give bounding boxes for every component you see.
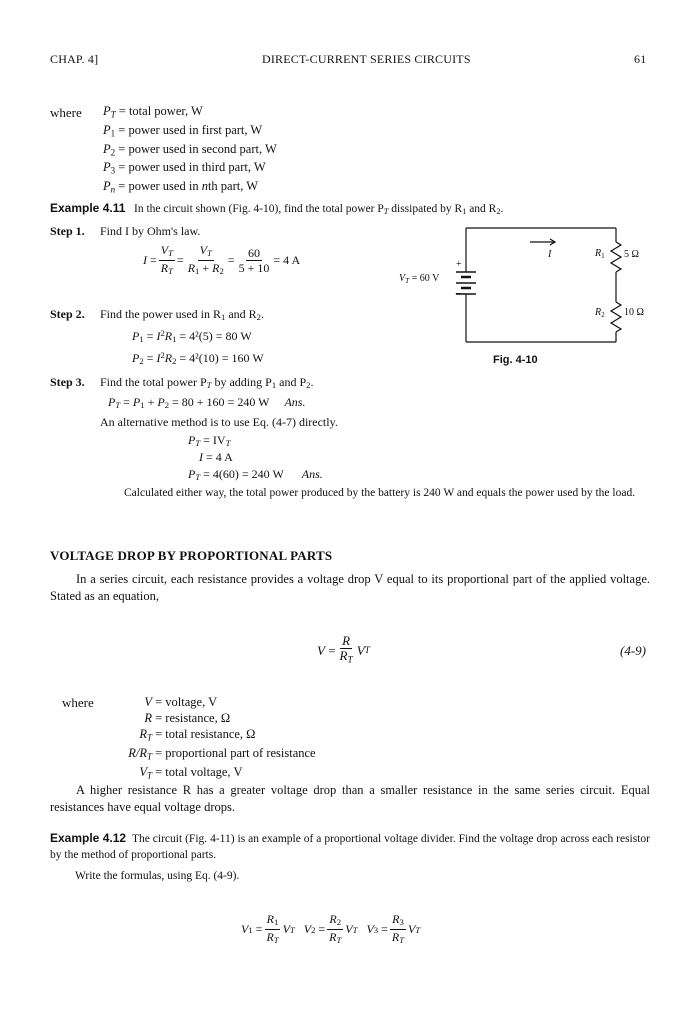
example-411-conclusion: Calculated either way, the total power produced by the battery is 240 W and equals the power used by the load. — [124, 487, 636, 499]
def-row: $P_2$ = power used in second part, W — [103, 141, 277, 157]
step3-text: Find the total power $P_T$ by adding $P_1$ and $P_2$. — [100, 375, 314, 391]
resistor-r1 — [611, 242, 621, 272]
equation-4-9: V = $\frac{R}{R_T}$ V T — [317, 633, 370, 666]
voltage-definitions — [100, 695, 316, 784]
step2-label: Step 2. — [50, 307, 85, 321]
minus-sign: − — [455, 288, 462, 300]
def-row: $P_n$ = power used in nth part, W — [103, 179, 259, 195]
step1-label: Step 1. — [50, 224, 85, 238]
power-r1-equation: $P_1 = I^2R_1 = 4^2(5) = 80$ W — [132, 328, 252, 345]
figure-caption: Fig. 4-10 — [493, 354, 538, 366]
def-row: $P_T$ = total power, W — [103, 104, 203, 120]
current-label: I — [548, 249, 552, 260]
def-row: $R/R_T$ = proportional part of resistance — [128, 745, 316, 761]
step3-label: Step 3. — [50, 375, 85, 389]
where-label-1: where — [50, 105, 82, 120]
step1-text: Find I by Ohm's law. — [100, 224, 201, 238]
equation-number: (4-9) — [620, 643, 646, 658]
alternative-method-text: An alternative method is to use Eq. (4-7) directly. — [100, 415, 338, 429]
running-head-title: DIRECT-CURRENT SERIES CIRCUITS — [262, 52, 471, 66]
section-heading: VOLTAGE DROP BY PROPORTIONAL PARTS — [50, 548, 333, 563]
section-paragraph: In a series circuit, each resistance provides a voltage drop V equal to its proportional part of the applied voltage. Stated as an equation, — [50, 572, 650, 603]
example-label: Example 4.12 — [50, 831, 127, 845]
example-412-statement: Example 4.12 The circuit (Fig. 4-11) is an example of a proportional voltage divider. Find the voltage drop across each resistor by the method of proportional parts. — [50, 831, 650, 861]
write-formulas-text: Write the formulas, using Eq. (4-9). — [75, 870, 240, 882]
plus-sign: + — [456, 259, 462, 270]
total-power-equation: $P_T = P_1 + P_2 = 80 + 160 = 240$ W Ans. — [108, 395, 306, 411]
def-row: $P_3$ = power used in third part, W — [103, 160, 266, 176]
alt-eq-2: I = 4 A — [199, 450, 233, 464]
example-411-statement: Example 4.11 In the circuit shown (Fig. 4-10), find the total power $P_T$ dissipated by $R_1$ and $R_2$. — [50, 201, 504, 217]
voltage-label: $V_T = 60$ V — [399, 273, 440, 285]
power-r2-equation: $P_2 = I^2R_2 = 4^2(10) = 160$ W — [132, 350, 264, 367]
def-row: $R_T$ = total resistance, Ω — [139, 726, 256, 742]
running-head-chapter: CHAP. 4] — [50, 52, 99, 66]
step2-text: Find the power used in $R_1$ and $R_2$. — [100, 307, 264, 323]
def-row: $P_1$ = power used in first part, W — [103, 122, 263, 138]
voltage-formulas: V 1 = $\frac{R_1}{R_T}$ V T V 2 = $\frac{R_2}{R_T}$ V T V 3 = $\frac{R_3}{R_T}$ V T — [241, 912, 421, 946]
def-row: $V_T$ = total voltage, V — [139, 764, 243, 780]
example-label: Example 4.11 — [50, 201, 126, 215]
r1-value: 5 Ω — [624, 249, 639, 260]
power-definitions — [103, 104, 277, 198]
page-number: 61 — [634, 52, 647, 66]
r1-label: $R_1$ — [595, 248, 605, 260]
circuit-diagram — [390, 222, 660, 372]
alt-eq-3: $P_T = 4(60) = 240$ W Ans. — [188, 467, 323, 483]
r2-value: 10 Ω — [624, 307, 644, 318]
def-row: R = resistance, Ω — [144, 710, 231, 725]
where-label-2: where — [62, 695, 94, 710]
r2-label: $R_2$ — [595, 307, 605, 319]
alt-eq-1: $P_T = IV_T$ — [188, 433, 231, 449]
def-row: V = voltage, V — [144, 695, 218, 709]
resistance-paragraph: A higher resistance R has a greater voltage drop than a smaller resistance in the same series circuit. Equal resistances have equal voltage drops. — [50, 783, 650, 814]
resistor-r2 — [611, 302, 621, 332]
ohms-law-equation: I = $\frac{V_T}{R_T}$ = $\frac{V_T}{R_1 + R_2}$ = $\frac{60}{5 + 10}$ = 4 A — [143, 243, 301, 277]
